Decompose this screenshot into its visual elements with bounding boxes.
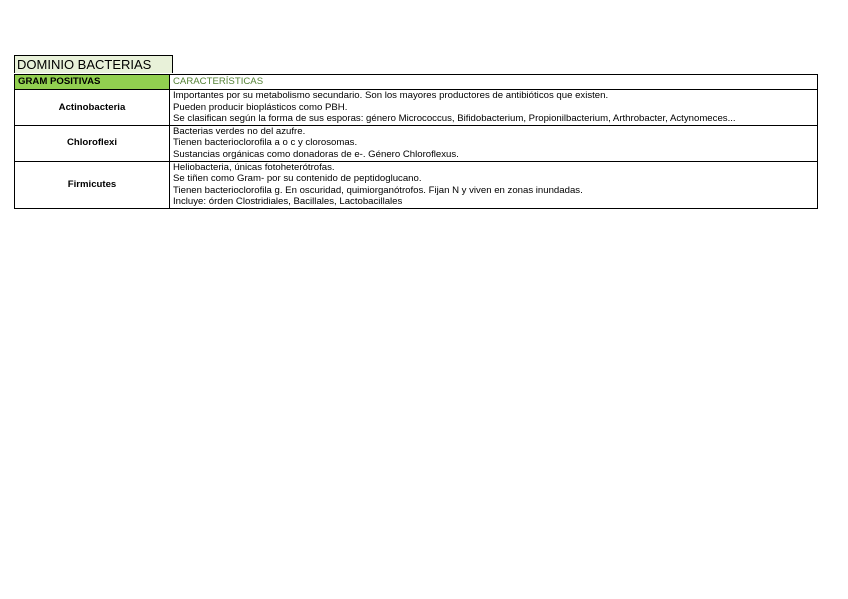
bacteria-table — [14, 74, 818, 209]
description-line: Incluye: órden Clostridiales, Bacillales, Lactobacillales — [173, 196, 403, 208]
description-line: Bacterias verdes no del azufre. — [173, 125, 306, 137]
spreadsheet — [14, 55, 818, 209]
description-line: Tienen bacterioclorofila a o c y clorosomas. — [173, 137, 358, 149]
phylum-name-actinobacteria[interactable]: Actinobacteria — [15, 90, 170, 126]
description-line: Se tiñen como Gram- por su contenido de peptidoglucano. — [173, 173, 422, 185]
header-gram-positivas[interactable]: GRAM POSITIVAS — [15, 75, 170, 90]
header-caracteristicas[interactable]: CARACTERÍSTICAS — [170, 75, 818, 90]
table-row — [15, 125, 818, 161]
description-line: Se clasifican según la forma de sus esporas: género Micrococcus, Bifidobacterium, Propionilbacterium, Arthrobacter, Actynomeces... — [173, 113, 736, 125]
phylum-description-actinobacteria[interactable] — [170, 90, 818, 126]
table-title[interactable]: DOMINIO BACTERIAS — [14, 55, 173, 73]
description-line: Heliobacteria, únicas fotoheterótrofas. — [173, 161, 335, 173]
table-row — [15, 90, 818, 126]
phylum-name-chloroflexi[interactable]: Chloroflexi — [15, 125, 170, 161]
header-row — [15, 75, 818, 90]
phylum-description-chloroflexi[interactable] — [170, 125, 818, 161]
description-line: Pueden producir bioplásticos como PBH. — [173, 101, 348, 113]
description-line: Tienen bacterioclorofila g. En oscuridad, quimiorganótrofos. Fijan N y viven en zonas inundadas. — [173, 184, 583, 196]
phylum-description-firmicutes[interactable] — [170, 161, 818, 208]
description-line: Importantes por su metabolismo secundario. Son los mayores productores de antibióticos que existen. — [173, 90, 609, 101]
table-row — [15, 161, 818, 208]
description-line: Sustancias orgánicas como donadoras de e-. Género Chloroflexus. — [173, 148, 459, 160]
phylum-name-firmicutes[interactable]: Firmicutes — [15, 161, 170, 208]
